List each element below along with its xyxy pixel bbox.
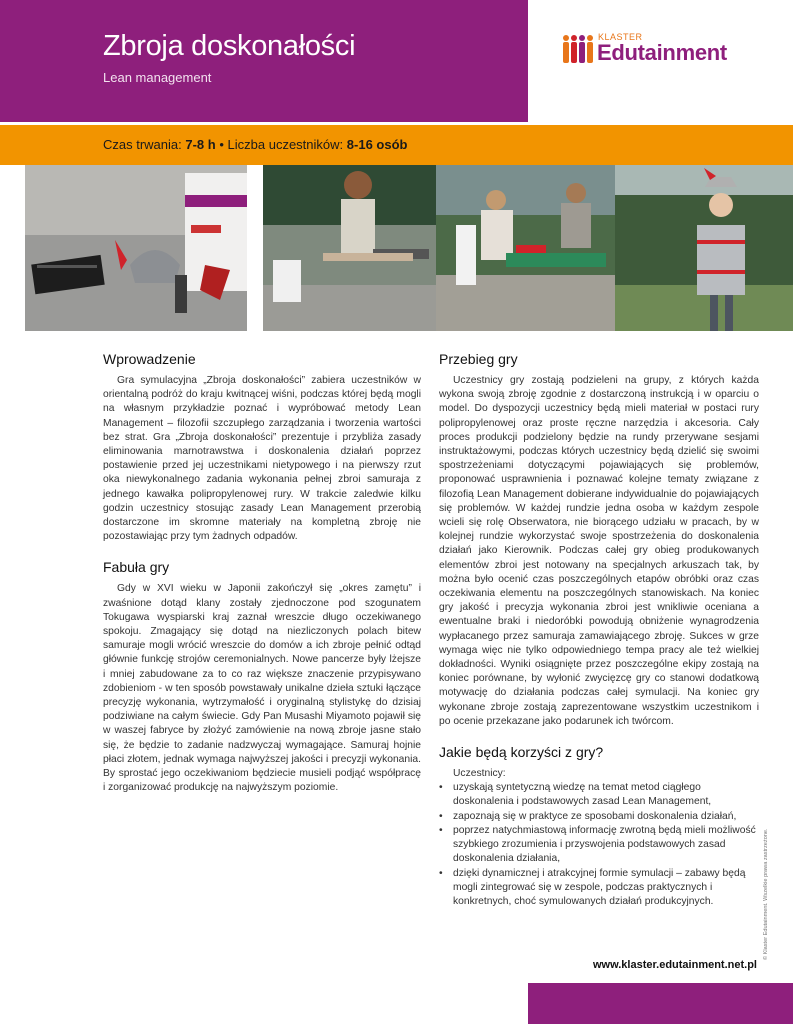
benefits-heading: Jakie będą korzyści z gry? (439, 744, 604, 761)
benefit-item: • dzięki dynamicznej i atrakcyjnej formie symulacji – zabawy będą mogli zintegrować się w zespole, podczas praktycznych i konkretnych, choć symulowanych działań produkcyjnych. (439, 867, 759, 910)
people-logo-icon (562, 34, 594, 64)
klaster-edutainment-logo (562, 30, 762, 70)
website-link[interactable]: www.klaster.edutainment.net.pl (592, 959, 757, 971)
benefits-list (439, 781, 759, 909)
participants-label: Liczba uczestników: (227, 137, 344, 152)
page-title: Zbroja doskonałości (103, 30, 356, 62)
logo-small-text: KLASTER (598, 32, 643, 42)
intro-section (103, 350, 421, 544)
header-banner (0, 0, 528, 122)
course-text: Uczestnicy gry zostają podzieleni na grupy, z których każda wykona swoją zbroję zgodnie z dostarczoną instrukcją i w oparciu o model. Do dyspozycji uczestnicy będą mieli materiał w postaci rury polipropylenowej oraz proste ręczne narzędzia i akcesoria. Cały proces produkcji podzielony będzie na rundy przerywane sesjami instruktażowymi, podczas których uczestnicy będą dzielić się swoimi spostrzeżeniami dotyczącymi pojawiających się problemów, proponować usprawnienia i poznawać kolejne tematy związane z filozofią Lean Management dobierane indywidualnie do pojawiających się problemów. W każdej rundzie jedna osoba w każdym zespole wcieli się rolę Obserwatora, nie biorącego udziału w pracach, by w kolejnej rundzie wykorzystać swoje spostrzeżenia do doskonalenia działań jako Kierownik. Podczas całej gry obieg produkowanych elementów zbroi jest notowany na specjalnych arkuszach tak, by można było ocenić czas poszczególnych etapów obróbki oraz czas oczekiwania elementu na poszczególnych stanowiskach. Na koniec gry jakość i precyzja wykonania zbroi jest wnikliwie oceniana a ewentualne braki i niedoróbki powodują obniżenie wynagrodzenia wypłacanego przez samuraja zamawiającego zbroję. Sukces w grze wymaga więc nie tylko odpowiedniego tempa pracy ale też wielkiej dokładności. Wyniki osiągnięte przez poszczególne ekipy zostają na koniec porównane, by wyłonić zwycięzcę gry co stanowi dodatkową motywację do działania podczas całej symulacji. Na koniec gry wykonane zbroje zostają zaprezentowane wszystkim uczestnikom i po ocenie przekazane jako podarunek ich twórcom. (439, 375, 759, 727)
info-separator: • (219, 137, 224, 152)
intro-heading: Wprowadzenie (103, 351, 196, 367)
benefit-item: • uzyskają syntetyczną wiedzę na temat metod ciągłego doskonalenia i podstawowych zasad Lean Management, (439, 781, 759, 809)
duration-label: Czas trwania: (103, 137, 182, 152)
course-heading: Przebieg gry (439, 351, 518, 367)
duration-value: 7-8 h (185, 137, 216, 152)
course-section (439, 350, 759, 729)
story-heading: Fabuła gry (103, 559, 170, 576)
copyright-text: © Klaster Edutainment. Wszelkie prawa zastrzeżone. (763, 828, 769, 960)
footer-bar (528, 983, 793, 1024)
intro-text: Gra symulacyjna „Zbroja doskonałości” zabiera uczestników w orientalną podróż do kraju kwitnącej wiśni, podczas której będą mogli na własnym przykładzie poznać i wypróbować metody Lean Management – filozofii szczupłego zarządzania i tworzenia wartości bez strat. Gra „Zbroja doskonałości” prezentuje i przybliża zasady eliminowania marnotrawstwa i doskonalenia działań poprzez postawienie przed jej uczestnikami nietypowego i na pierwszy rzut oka niewykonalnego zadania wykonania pełnej zbroi samuraja z jednego kawałka polipropylenowej rury. W trakcie zaledwie kilku godzin uczestnicy stosując zasady Lean Management przerobią dostarczone im skromne materiały na kompletną zbroję nie pozostawiając przy tym żadnych odpadów. (103, 375, 421, 543)
benefit-item: • zapoznają się w praktyce ze sposobami doskonalenia działań, (439, 810, 759, 824)
story-text: Gdy w XVI wieku w Japonii zakończył się „okres zamętu” i zwaśnione dotąd klany zostały zjednoczone pod szogunatem Tokugawa wyspiarski kraj zaznał wreszcie długo oczekiwanego spokoju. Zmagający się dotąd na niezliczonych polach bitew samuraje mogli wrócić wreszcie do domów a ich zbroje pełnić odtąd głównie funkcję strojów ceremonialnych. Nowe pancerze były lżejsze i mniej zabudowane za to co raz większe znaczenie przypisywano zdobieniom - w ten sposób powstawały unikalne dzieła sztuki łączące precyzję wykonania, wytrzymałość i oryginalną stylistykę do dzisiaj podziwiane na całym świecie. Gdy Pan Musashi Miyamoto pojawił się w waszej fabryce by złożyć zamówienie na nową zbroje jasne stało się, że będzie to zadanie nadzwyczaj wymagające. Samuraj hojnie płaci złotem, jednak wymaga najwyższej jakości i precyzji wykonania. By sprostać jego oczekiwaniom będziecie musieli podjąć współpracę i zorganizować produkcję na najwyższym poziomie. (103, 583, 421, 794)
benefit-item: • poprzez natychmiastową informację zwrotną będą mieli możliwość szybkiego zrozumienia i przyswojenia podstawowych zasad doskonalenia działania, (439, 824, 759, 867)
participants-value: 8-16 osób (346, 137, 408, 152)
page-subtitle: Lean management (103, 70, 212, 85)
left-column (103, 350, 421, 809)
copyright-notice (757, 800, 771, 960)
info-bar-text (103, 137, 407, 152)
photo-strip (25, 165, 793, 331)
benefits-lead: Uczestnicy: (453, 768, 506, 780)
photo-armor-parts (25, 165, 247, 331)
photo-man-working (263, 165, 436, 331)
story-section (103, 558, 421, 795)
photo-group-table (436, 165, 615, 331)
benefits-section (439, 743, 759, 909)
photo-girl-in-armor (615, 165, 793, 331)
right-column (439, 350, 759, 923)
logo-big-text: Edutainment (597, 40, 727, 65)
info-bar (0, 125, 793, 165)
